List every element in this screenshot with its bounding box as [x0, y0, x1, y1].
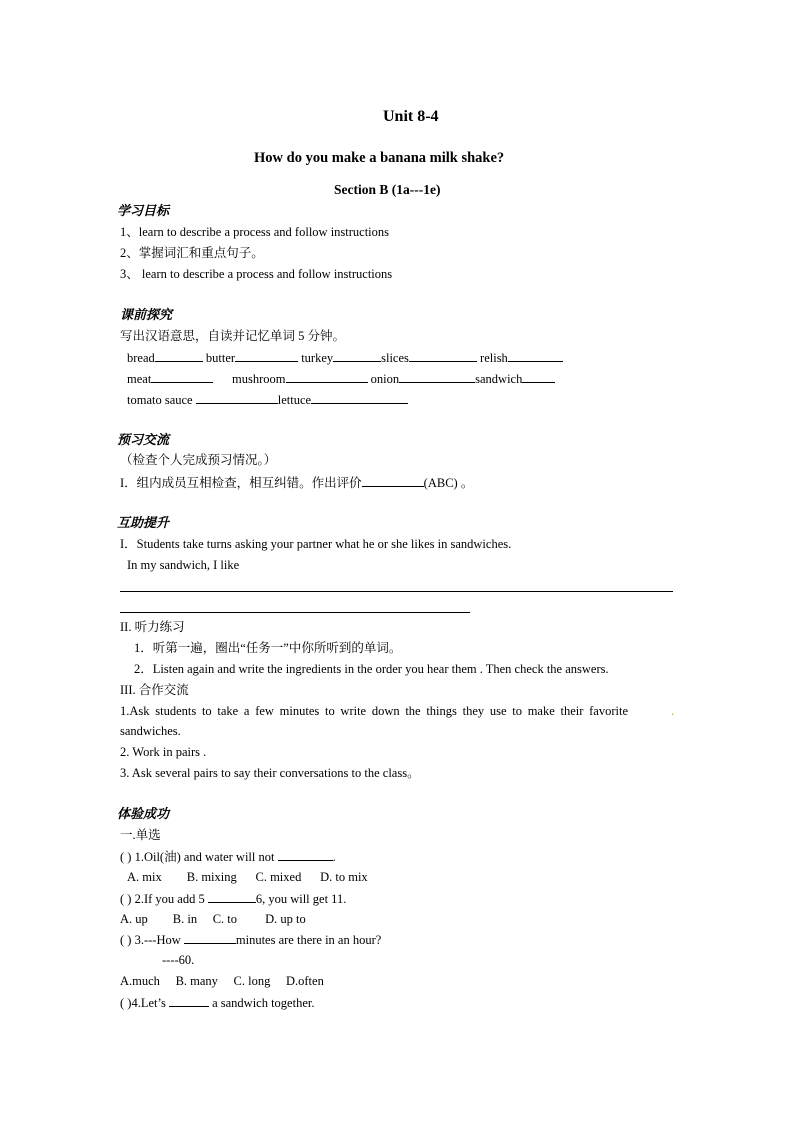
option[interactable]: B. mixing — [186, 870, 237, 884]
answer-blank[interactable] — [184, 931, 236, 944]
option[interactable]: C. to — [212, 912, 238, 926]
exchange-item-suffix: (ABC) 。 — [423, 476, 474, 490]
vocab-word: tomato sauce — [127, 393, 193, 407]
answer-blank[interactable] — [169, 994, 209, 1007]
quiz-part-label: 一.单选 — [120, 828, 161, 842]
improve-part2-item: 2．Listen again and write the ingredients in the order you hear them . Then check the answers. — [134, 662, 609, 676]
quiz-question-4 — [120, 994, 314, 1011]
vocab-word: turkey — [301, 351, 334, 365]
option[interactable]: A. mix — [127, 870, 162, 884]
improve-part3-item: 3. Ask several pairs to say their conversations to the class。 — [120, 766, 420, 780]
option[interactable]: A.much — [120, 974, 160, 988]
question-text: ( )4.Let’s — [120, 996, 166, 1010]
option[interactable]: D.often — [285, 974, 324, 988]
improve-part2-heading: II. 听力练习 — [120, 620, 185, 634]
improve-part3-item — [120, 703, 628, 719]
option[interactable]: C. long — [233, 974, 271, 988]
exchange-note: （检查个人完成预习情况。） — [120, 453, 277, 467]
evaluation-blank[interactable] — [362, 474, 424, 487]
question-text: a sandwich together. — [212, 996, 315, 1010]
vocab-word: onion — [370, 372, 400, 386]
question-text: 6, you will get 11. — [255, 892, 347, 906]
answer-blank[interactable] — [508, 349, 563, 362]
quiz-question-1: ( ) 1.Oil(油) and water will not . — [120, 850, 336, 864]
option[interactable]: B. many — [175, 974, 218, 988]
option[interactable]: D. to mix — [320, 870, 368, 884]
quiz-answer-3: ----60. — [162, 953, 195, 967]
vocab-word: bread — [127, 351, 155, 365]
question-text: ( ) 3.---How — [120, 933, 181, 947]
vocab-word: relish — [480, 351, 508, 365]
quiz-options-1 — [127, 869, 368, 885]
improve-part3-text: 1.Ask students to take a few minutes to write down the things they use to make their favorite — [120, 704, 628, 718]
vocab-word: butter — [205, 351, 236, 365]
dot-mark: . — [671, 704, 675, 718]
improve-part3-item: sandwiches. — [120, 724, 181, 738]
answer-blank[interactable] — [409, 349, 477, 362]
question-text: ( ) 2.If you add 5 — [120, 892, 205, 906]
exchange-item — [120, 474, 473, 491]
success-heading: 体验成功 — [117, 806, 170, 821]
improve-part2-item: 1．听第一遍，圈出“任务一”中你所听到的单词。 — [134, 641, 402, 655]
exchange-item-text: I．组内成员互相检查，相互纠错。作出评价 — [120, 476, 362, 490]
objectives-heading: 学习目标 — [117, 203, 170, 218]
quiz-question-3 — [120, 931, 381, 948]
improve-part3-heading: III. 合作交流 — [120, 683, 189, 697]
vocab-word: slices — [381, 351, 409, 365]
preview-heading: 课前探究 — [120, 307, 173, 322]
improve-part1-prompt: In my sandwich, I like — [127, 558, 240, 572]
option[interactable]: D. up to — [265, 912, 306, 926]
quiz-options-3 — [120, 973, 324, 989]
answer-blank[interactable] — [311, 391, 408, 404]
vocab-word: meat — [127, 372, 152, 386]
vocab-row — [127, 391, 408, 408]
vocab-word: lettuce — [277, 393, 312, 407]
quiz-options-2 — [120, 911, 306, 927]
option[interactable]: C. mixed — [255, 870, 302, 884]
answer-blank[interactable] — [399, 370, 475, 383]
question-text: ( ) 1.Oil(油) and water will not — [120, 850, 275, 864]
objective-item: 1、learn to describe a process and follow instructions — [120, 225, 390, 239]
writing-line[interactable] — [120, 612, 470, 613]
section-label: Section B (1a---1e) — [334, 182, 441, 197]
vocab-row — [127, 370, 555, 387]
answer-blank[interactable] — [286, 370, 368, 383]
answer-blank[interactable] — [155, 349, 203, 362]
improve-heading: 互助提升 — [117, 515, 170, 530]
answer-blank[interactable] — [278, 848, 333, 861]
improve-part1: I．Students take turns asking your partner what he or she likes in sandwiches. — [120, 537, 512, 551]
answer-blank[interactable] — [522, 370, 555, 383]
improve-part3-item: 2. Work in pairs . — [120, 745, 207, 759]
answer-blank[interactable] — [208, 890, 256, 903]
vocab-row — [127, 349, 563, 366]
answer-blank[interactable] — [196, 391, 278, 404]
objective-item: 3、 learn to describe a process and follow instructions — [120, 267, 393, 281]
vocab-word: mushroom — [232, 372, 286, 386]
answer-blank[interactable] — [333, 349, 381, 362]
option[interactable]: A. up — [120, 912, 148, 926]
question-text: minutes are there in an hour? — [235, 933, 382, 947]
preview-instruction: 写出汉语意思，自读并记忆单词 5 分钟。 — [120, 329, 346, 343]
quiz-question-2 — [120, 890, 346, 907]
answer-blank[interactable] — [235, 349, 298, 362]
page-subtitle: How do you make a banana milk shake? — [254, 150, 505, 166]
page-title: Unit 8-4 — [383, 108, 439, 125]
answer-blank[interactable] — [151, 370, 213, 383]
writing-line[interactable] — [120, 591, 673, 592]
objective-item: 2、掌握词汇和重点句子。 — [120, 246, 264, 260]
option[interactable]: B. in — [172, 912, 198, 926]
vocab-word: sandwich — [475, 372, 523, 386]
exchange-heading: 预习交流 — [117, 432, 170, 447]
